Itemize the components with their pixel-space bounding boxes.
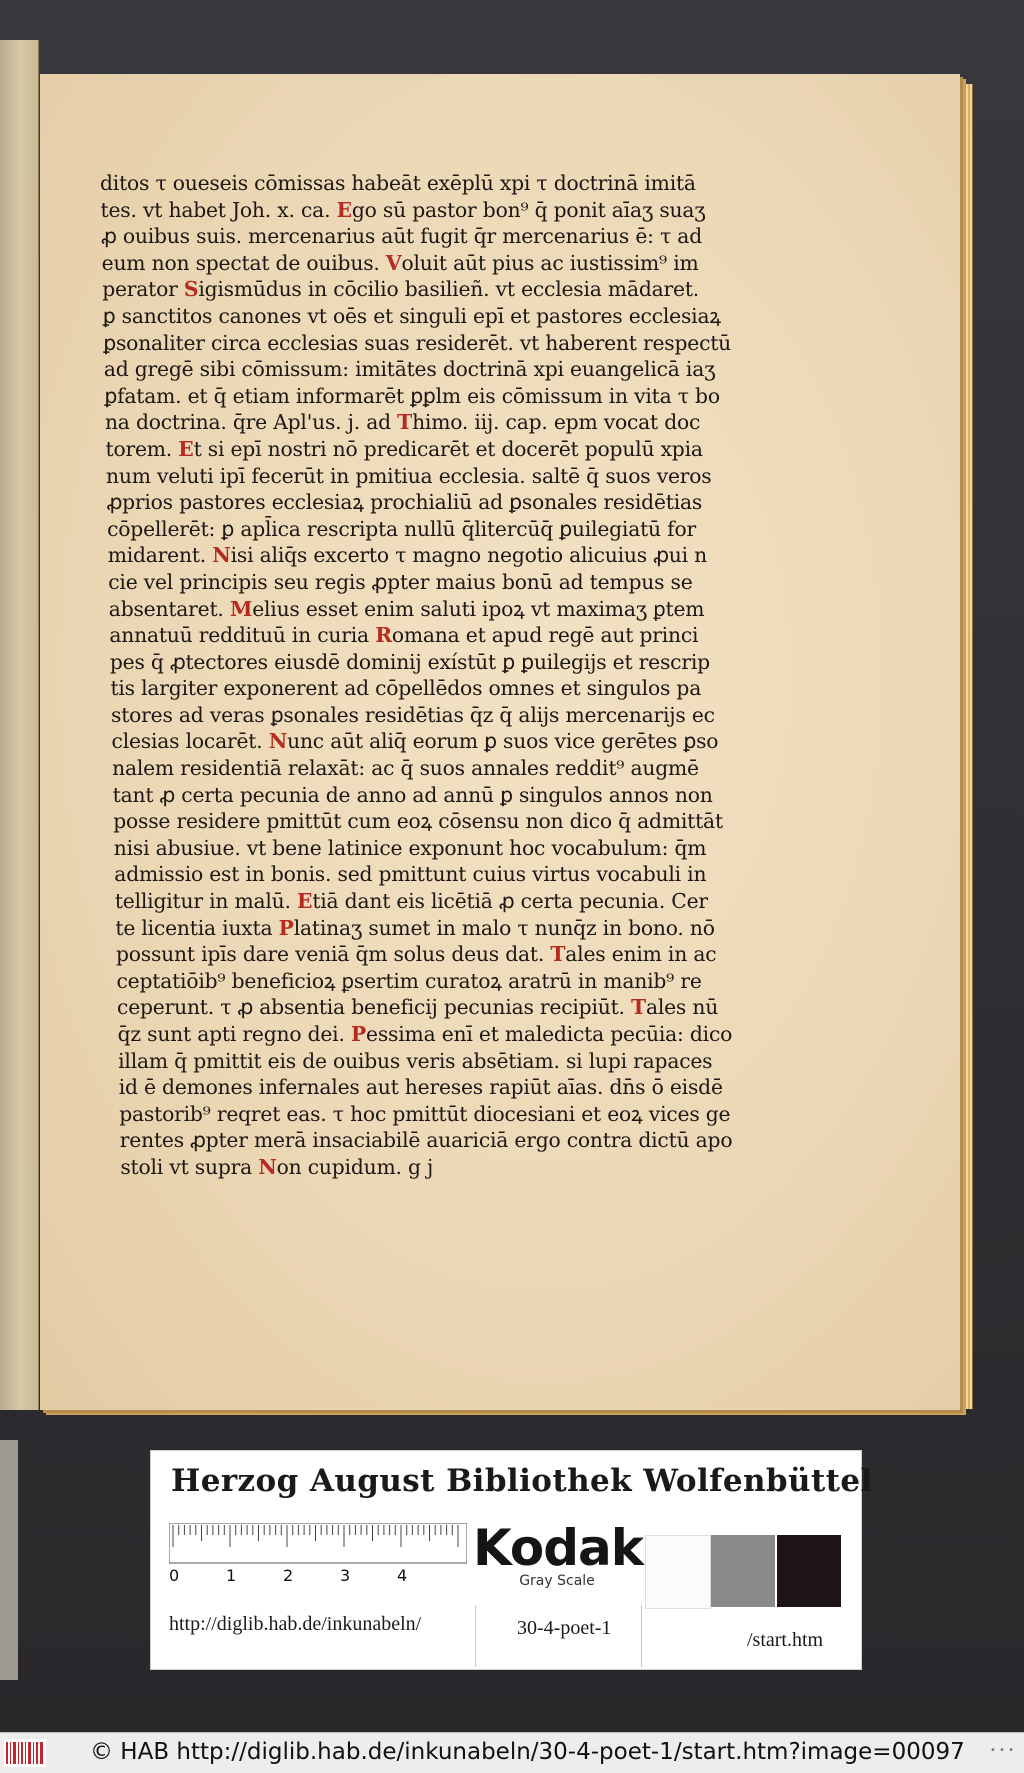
barcode-icon [4,1739,46,1767]
text-line: tant ꝓ certa pecunia de anno ad annū ꝑ singulos annos non [112,782,713,807]
red-initial: N [268,729,288,754]
card-divider [641,1605,642,1667]
red-initial: E [297,889,313,914]
text-line: ꝑ sanctitos canones vt oēs et singuli epī et pastores ecclesiaꝝ [102,303,721,328]
text-line: num veluti ipī fecerūt in pmitiua ecclesia. saltē q̄ suos veros [106,463,712,488]
red-initial: P [350,1022,367,1046]
kodak-logo [473,1521,641,1591]
text-line: tis largiter exponerent ad cōpellēdos omnes et singulos pa [110,676,702,701]
text-line: cie vel principis seu regis ꝓpter maius bonū ad tempus se [108,569,693,594]
red-initial: T [397,410,413,435]
text-line: possunt ipīs dare veniā q̄m solus deus dat. Tales enim in ac [115,942,717,967]
text-line: annatuū reddituū in curia Romana et apud regē aut princi [109,623,699,648]
text-line: na doctrina. q̄re Apl'us. j. ad Thimo. iij. cap. epm vocat doc [104,410,701,435]
color-reference-card [150,1450,873,1670]
gray-patch [711,1535,775,1607]
text-line: pastorib⁹ reqret eas. τ hoc pmittūt diocesiani et eoꝝ vices ge [119,1101,731,1126]
ruler-number: 4 [397,1566,408,1585]
text-line: eum non spectat de ouibus. Voluit aūt pius ac iustissim⁹ im [101,250,699,275]
red-initial: R [375,623,392,648]
text-line: rentes ꝓpter merā insaciabilē auariciā ergo contra dictū apo [119,1128,733,1153]
text-line: nalem residentiā relaxāt: ac q̄ suos annales reddit⁹ augmē [112,756,699,781]
text-line: torem. Et si epī nostri nō predicarēt et docerēt populū xpia [105,436,703,461]
shelfmark: 30-4-poet-1 [517,1617,612,1639]
page-stack-edge [960,84,973,1409]
card-divider [475,1605,476,1667]
text-line: cōpellerēt: ꝑ apl̄ica rescripta nullū q̄litercūq̄ ꝑuilegiatū for [107,516,696,541]
status-bar [0,1732,1024,1773]
text-line: pes q̄ ꝓtectores eiusdē dominij exístūt ꝑ ꝑuilegijs et rescrip [109,649,710,674]
red-initial: N [258,1154,277,1179]
red-initial: T [550,942,566,967]
text-line: tes. vt habet Joh. x. ca. Ego sū pastor bon⁹ q̄ ponit aīaʒ suaʒ [100,197,706,222]
ruler-number: 1 [226,1566,237,1585]
left-gray-strip [0,1440,18,1680]
text-line: absentaret. Melius esset enim saluti ipoꝝ vt maximaʒ ꝑtem [108,596,705,621]
text-line: ꝓ ouibus suis. mercenarius aūt fugit q̄r mercenarius ē: τ ad [101,224,702,249]
red-initial: N [212,543,231,568]
ruler-number: 3 [340,1566,351,1585]
ruler-number: 2 [283,1566,294,1585]
red-initial: E [336,197,352,222]
text-line: ꝓprios pastores ecclesiaꝝ prochialiū ad ꝑsonales residētias [106,490,703,515]
red-initial: V [385,250,402,275]
text-line: ad gregē sibi cōmissum: imitātes doctrinā xpi euangelicā iaʒ [103,357,716,382]
text-line: ceperunt. τ ꝓ absentia beneficij pecunias recipiūt. Tales nū [117,995,719,1020]
text-line: posse residere pmittūt cum eoꝝ cōsensu non dico q̄ admittāt [113,809,723,834]
text-line: ceptatiōib⁹ beneficioꝝ ꝑsertim curatoꝝ aratrū in manib⁹ re [116,968,702,993]
page-text-block [100,170,760,1181]
text-line: stores ad veras ꝑsonales residētias q̄z q̄ alijs mercenarijs ec [111,702,715,727]
text-line: stoli vt supra Non cupidum. g j [120,1154,434,1179]
previous-page-edge [0,40,39,1410]
red-initial: M [229,596,253,621]
red-initial: P [278,915,294,940]
white-patch [645,1535,711,1609]
measurement-ruler [169,1523,467,1587]
text-line: ditos τ oueseis cōmissas habeāt exēplū xpi τ doctrinā imitā [100,171,696,195]
text-line: te licentia iuxta Platinaʒ sumet in malo τ nunq̄z in bono. nō [115,915,715,940]
red-initial: S [183,277,199,302]
black-patch [777,1535,841,1607]
text-line: q̄z sunt apti regno dei. Pessima enī et maledicta pecūia: dico [117,1022,733,1046]
gray-scale-label: Gray Scale [519,1573,595,1589]
text-line: telligitur in malū. Etiā dant eis licētiā ꝓ certa pecunia. Cer [114,889,708,914]
ruler-number: 0 [169,1566,180,1585]
kodak-brand: Kodak [473,1519,643,1577]
card-url: http://diglib.hab.de/inkunabeln/ [169,1613,422,1635]
page-indicator-icon: • • • [989,1745,1014,1756]
start-path: /start.htm [747,1629,824,1651]
red-initial: T [631,995,646,1020]
text-line: ꝑfatam. et q̄ etiam informarēt ꝑꝑlm eis cōmissum in vita τ bo [104,383,720,408]
text-line: ꝑsonaliter circa ecclesias suas residerēt. vt haberent respectū [103,330,732,355]
copyright-url[interactable]: © HAB http://diglib.hab.de/inkunabeln/30-4-poet-1/start.htm?image=00097 [90,1739,965,1765]
text-line: illam q̄ pmittit eis de ouibus veris absētiam. si lupi rapaces [118,1048,713,1073]
text-line: perator Sigismūdus in cōcilio basilieñ. vt ecclesia mādaret. [102,277,700,302]
text-line: clesias locarēt. Nunc aūt aliq̄ eorum ꝑ suos vice gerētes ꝑso [111,729,719,754]
text-line: id ē demones infernales aut hereses rapiūt aīas. dn̄s ō eisdē [118,1075,723,1100]
text-line: nisi abusiue. vt bene latinice exponunt hoc vocabulum: q̄m [113,835,707,860]
text-line: midarent. Nisi aliq̄s excerto τ magno negotio alicuius ꝓui n [107,543,707,568]
library-name: Herzog August Bibliothek Wolfenbüttel [171,1463,873,1499]
text-line: admissio est in bonis. sed pmittunt cuius virtus vocabuli in [114,862,707,887]
red-initial: E [178,436,194,461]
